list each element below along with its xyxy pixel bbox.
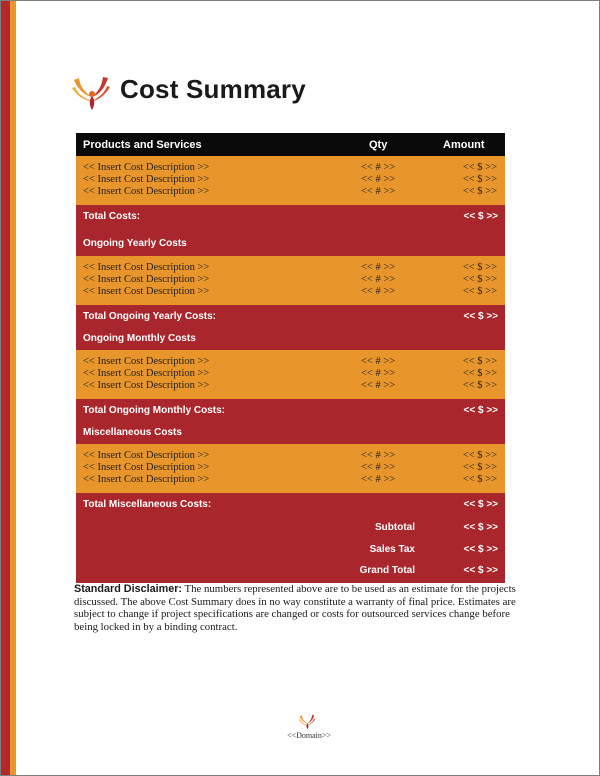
table-row: [76, 186, 505, 198]
cost-table: [76, 133, 505, 583]
table-row: [76, 462, 505, 474]
total-monthly-value: << $ >>: [463, 405, 498, 416]
table-row: [76, 274, 505, 286]
grand-total-label: Grand Total: [359, 565, 415, 576]
subtotal-value: << $ >>: [463, 522, 498, 533]
cost-qty: << # >>: [361, 380, 396, 391]
cost-description: << Insert Cost Description >>: [83, 286, 210, 297]
cost-amount: << $ >>: [462, 274, 497, 285]
total-misc-label: Total Miscellaneous Costs:: [83, 499, 212, 510]
cost-qty: << # >>: [361, 186, 396, 197]
table-row: [76, 286, 505, 298]
cost-description: << Insert Cost Description >>: [83, 174, 210, 185]
total-yearly-band: [76, 305, 505, 350]
cost-amount: << $ >>: [462, 286, 497, 297]
cost-amount: << $ >>: [462, 162, 497, 173]
items-block: [76, 256, 505, 305]
items-block: [76, 350, 505, 399]
sales-tax-label: Sales Tax: [369, 544, 415, 555]
page-title: Cost Summary: [120, 74, 306, 104]
total-misc-value: << $ >>: [463, 499, 498, 510]
cost-qty: << # >>: [361, 274, 396, 285]
table-row: [76, 450, 505, 462]
standard-disclaimer: [74, 583, 534, 633]
cost-qty: << # >>: [361, 368, 396, 379]
ongoing-yearly-heading: Ongoing Yearly Costs: [83, 238, 187, 249]
table-row: [76, 380, 505, 392]
cost-description: << Insert Cost Description >>: [83, 462, 210, 473]
cost-amount: << $ >>: [462, 186, 497, 197]
total-monthly-label: Total Ongoing Monthly Costs:: [83, 405, 226, 416]
cost-description: << Insert Cost Description >>: [83, 274, 210, 285]
cost-description: << Insert Cost Description >>: [83, 368, 210, 379]
phoenix-logo-icon: [298, 712, 316, 730]
ongoing-monthly-heading: Ongoing Monthly Costs: [83, 333, 196, 344]
table-row: [76, 162, 505, 174]
table-row: [76, 368, 505, 380]
cost-qty: << # >>: [361, 174, 396, 185]
subtotal-label: Subtotal: [375, 522, 415, 533]
disclaimer-text: The numbers represented above are to be used as an estimate for the projects discussed. The above Cost Summary does in no way constitute a warranty of final price. Estimates are subject to change if project specifications are changed or costs for outsourced services change before being locked in by a binding contract.: [74, 583, 516, 633]
table-row: [76, 474, 505, 486]
cost-description: << Insert Cost Description >>: [83, 380, 210, 391]
cost-qty: << # >>: [361, 474, 396, 485]
cost-qty: << # >>: [361, 286, 396, 297]
cost-description: << Insert Cost Description >>: [83, 162, 210, 173]
disclaimer-lead: Standard Disclaimer:: [74, 583, 183, 595]
cost-qty: << # >>: [361, 462, 396, 473]
items-block: [76, 444, 505, 493]
cost-description: << Insert Cost Description >>: [83, 186, 210, 197]
header-products: Products and Services: [83, 139, 202, 151]
header-qty: Qty: [369, 139, 388, 151]
sales-tax-value: << $ >>: [463, 544, 498, 555]
total-costs-value: << $ >>: [463, 211, 498, 222]
header-amount: Amount: [443, 139, 485, 151]
cost-amount: << $ >>: [462, 380, 497, 391]
cost-amount: << $ >>: [462, 174, 497, 185]
cost-description: << Insert Cost Description >>: [83, 262, 210, 273]
cost-amount: << $ >>: [462, 262, 497, 273]
phoenix-logo-icon: [70, 70, 112, 112]
cost-description: << Insert Cost Description >>: [83, 474, 210, 485]
cost-qty: << # >>: [361, 356, 396, 367]
total-yearly-value: << $ >>: [463, 311, 498, 322]
grand-total-value: << $ >>: [463, 565, 498, 576]
total-yearly-label: Total Ongoing Yearly Costs:: [83, 311, 216, 322]
total-misc-band: [76, 493, 505, 583]
cost-description: << Insert Cost Description >>: [83, 450, 210, 461]
cost-qty: << # >>: [361, 262, 396, 273]
cost-description: << Insert Cost Description >>: [83, 356, 210, 367]
cost-amount: << $ >>: [462, 368, 497, 379]
items-block: [76, 156, 505, 205]
cost-amount: << $ >>: [462, 474, 497, 485]
table-row: [76, 174, 505, 186]
cost-amount: << $ >>: [462, 462, 497, 473]
table-header-row: [76, 133, 505, 156]
total-costs-band: [76, 205, 505, 256]
cost-qty: << # >>: [361, 162, 396, 173]
total-monthly-band: [76, 399, 505, 444]
cost-amount: << $ >>: [462, 356, 497, 367]
miscellaneous-heading: Miscellaneous Costs: [83, 427, 182, 438]
table-row: [76, 356, 505, 368]
total-costs-label: Total Costs:: [83, 211, 141, 222]
side-stripe-red: [1, 1, 10, 775]
table-row: [76, 262, 505, 274]
footer-domain: <<Domain>>: [287, 731, 331, 740]
cost-qty: << # >>: [361, 450, 396, 461]
cost-amount: << $ >>: [462, 450, 497, 461]
side-stripe-orange: [10, 1, 16, 775]
